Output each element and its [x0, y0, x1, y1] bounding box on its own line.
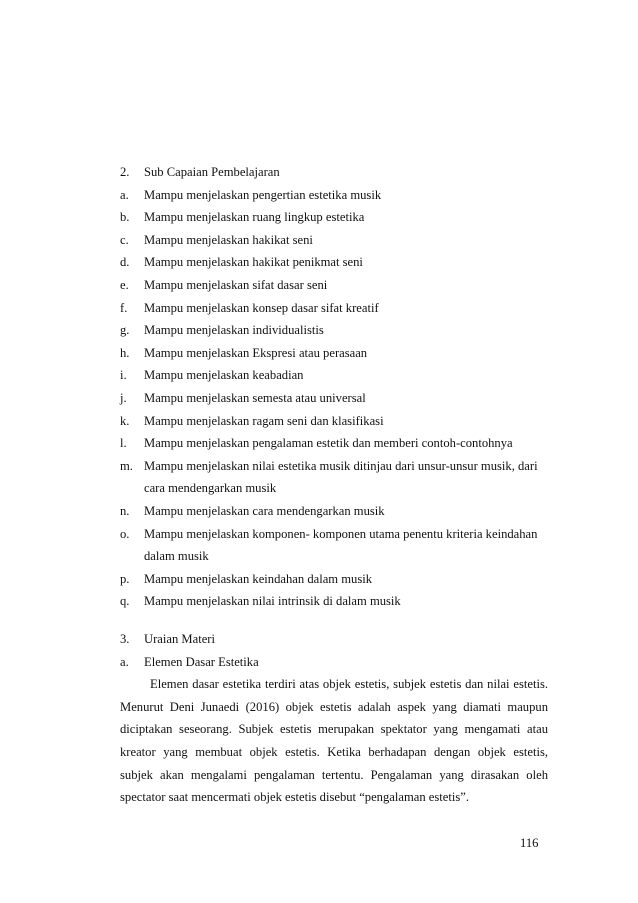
list-item-text: Mampu menjelaskan nilai intrinsik di dalam musik — [144, 594, 401, 609]
paragraph-line: kreator yang membuat objek estetis. Ketika berhadapan dengan objek estetis, — [120, 745, 548, 759]
section-title: Uraian Materi — [144, 632, 215, 646]
list-item-text: Mampu menjelaskan hakikat seni — [144, 232, 313, 247]
list-marker: j. — [120, 391, 127, 405]
list-marker: n. — [120, 504, 130, 518]
list-item-continuation: cara mendengarkan musik — [144, 481, 277, 496]
section-number: 2. — [120, 165, 130, 179]
list-item-text: Mampu menjelaskan cara mendengarkan musik — [144, 504, 385, 518]
list-item-text: Mampu menjelaskan nilai estetika musik ditinjau dari unsur-unsur musik, dari — [144, 458, 538, 473]
list-item-text: Mampu menjelaskan komponen- komponen utama penentu kriteria keindahan — [144, 526, 538, 541]
list-item-text: Mampu menjelaskan konsep dasar sifat kreatif — [144, 300, 379, 315]
section-title: Sub Capaian Pembelajaran — [144, 165, 280, 179]
list-marker: f. — [120, 300, 128, 315]
list-marker: d. — [120, 255, 130, 270]
list-item-text: Mampu menjelaskan ragam seni dan klasifikasi — [144, 413, 384, 428]
list-item-text: Mampu menjelaskan Ekspresi atau perasaan — [144, 345, 368, 360]
subsection-title: Elemen Dasar Estetika — [144, 654, 259, 669]
list-marker: l. — [120, 436, 127, 451]
paragraph-line: diciptakan seseorang. Subjek estetis merupakan spektator yang mengamati atau — [120, 722, 548, 737]
paragraph-line: spectator saat mencermati objek estetis disebut “pengalaman estetis”. — [120, 790, 469, 805]
list-item-continuation: dalam musik — [144, 549, 209, 564]
section-number: 3. — [120, 632, 130, 646]
list-marker: k. — [120, 413, 130, 428]
list-marker: h. — [120, 345, 130, 360]
list-marker: q. — [120, 594, 130, 609]
list-item-text: Mampu menjelaskan hakikat penikmat seni — [144, 255, 363, 270]
list-marker: i. — [120, 368, 127, 383]
list-marker: p. — [120, 571, 130, 586]
list-marker: o. — [120, 526, 130, 541]
paragraph-line: subjek akan mengalami pengalaman tertentu. Pengalaman yang dirasakan oleh — [120, 767, 548, 782]
list-item-text: Mampu menjelaskan sifat dasar seni — [144, 278, 328, 292]
paragraph-line: Menurut Deni Junaedi (2016) objek estetis adalah aspek yang diamati maupun — [120, 699, 548, 714]
list-marker: g. — [120, 323, 130, 338]
list-item-text: Mampu menjelaskan keindahan dalam musik — [144, 571, 373, 586]
list-marker: a. — [120, 187, 129, 202]
list-marker: a. — [120, 654, 129, 669]
paragraph-line: Elemen dasar estetika terdiri atas objek estetis, subjek estetis dan nilai estetis. — [150, 677, 548, 692]
list-marker: c. — [120, 232, 129, 247]
list-item-text: Mampu menjelaskan keabadian — [144, 368, 304, 383]
list-item-text: Mampu menjelaskan pengalaman estetik dan memberi contoh-contohnya — [144, 436, 513, 451]
page-number: 116 — [520, 836, 539, 850]
list-item-text: Mampu menjelaskan individualistis — [144, 323, 324, 338]
list-marker: m. — [120, 458, 133, 473]
list-item-text: Mampu menjelaskan pengertian estetika musik — [144, 187, 382, 202]
list-item-text: Mampu menjelaskan ruang lingkup estetika — [144, 210, 365, 225]
list-marker: e. — [120, 278, 129, 292]
list-marker: b. — [120, 210, 130, 225]
list-item-text: Mampu menjelaskan semesta atau universal — [144, 391, 366, 405]
